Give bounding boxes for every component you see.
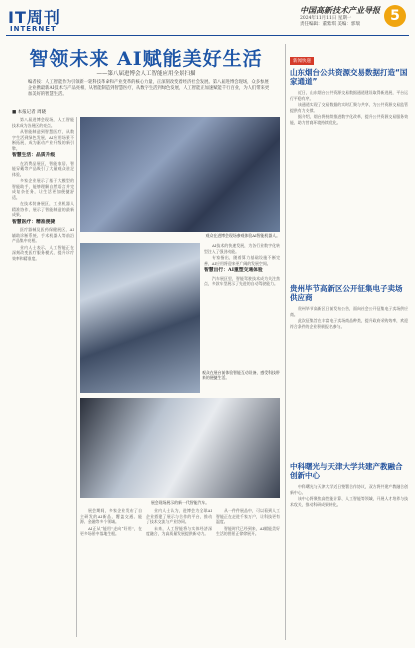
article-column-6: 从一件件展品中，可以看到人工智能正在走进千家万户，让科技更有温度。 智能时代已经到来，AI赋能美好生活的图景正徐徐展开。 bbox=[216, 508, 280, 536]
issue-date: 2024年11月11日 星期一 bbox=[300, 16, 352, 21]
sidebar-news-title-1: 山东烟台公共资源交易数据打造“国家通道” bbox=[290, 68, 408, 86]
photo-caption-1: 观众在进博会现场参观体验AI智能机器人。 bbox=[205, 233, 280, 238]
main-subheadline: ——第八届进博会人工智能应用全景扫描 bbox=[96, 71, 196, 77]
subhead-2: 智慧医疗：精准便捷 bbox=[12, 218, 56, 225]
sidebar-news-body-3: 中科曙光与天津大学近日签署合作协议，双方将共建产教融合创新中心。 该中心将聚焦高性能计算、人工智能等领域，开展人才培养与技术攻关，推动科研成果转化。 bbox=[290, 484, 408, 507]
date-line bbox=[300, 16, 380, 28]
article-column-5: 业内人士认为，进博会为全球AI企业搭建了展示与合作的平台，推动了技术交流与产业协同。 未来，人工智能将与实体经济深度融合，为高质量发展提供新动力。 bbox=[146, 508, 212, 536]
page-number: 5 bbox=[384, 5, 406, 27]
article-column-3: AI技术的快速发展，为各行业数字化转型注入了强劲动能。 专家指出，随着算力基础设施不断完善，AI应用将迎来更广阔的发展空间。 智慧出行：AI重塑交通体验 汽车展区里，智能驾驶技术成为关注焦点，多款车型展示了先进的自动驾驶能力。 bbox=[204, 243, 280, 286]
header-divider bbox=[6, 35, 409, 36]
expo-photo-3 bbox=[80, 398, 280, 498]
section-title: IT周刊 bbox=[8, 8, 61, 27]
subhead-3: 智慧出行：AI重塑交通体验 bbox=[204, 267, 263, 273]
article-column-4: 展会期间，多家企业发布了自主研发的AI新品，覆盖交通、能源、金融等多个领域。 AI正从“能用”走向“好用”，在更多场景中落地生根。 bbox=[80, 508, 142, 536]
sidebar-news-title-3: 中科曙光与天津大学共建产教融合创新中心 bbox=[290, 462, 403, 480]
editor-credit: 责任编辑：董紫琪 美编：郭瑞 bbox=[300, 22, 360, 27]
newspaper-name: 中国高新技术产业导报 bbox=[300, 5, 380, 15]
byline: ■ 本报记者 周晓 bbox=[12, 110, 47, 115]
main-headline: 智领未来 AI赋能美好生活 bbox=[29, 48, 263, 70]
subhead-1: 智慧生活：品质升级 bbox=[12, 152, 56, 158]
section-subtitle: INTERNET bbox=[10, 25, 57, 33]
photo-caption-3: 展会现场展示的新一代智能汽车。 bbox=[150, 500, 210, 505]
expo-photo-1 bbox=[80, 117, 280, 232]
sidebar-tag: 新闻快递 bbox=[290, 57, 314, 65]
sidebar-news-title-2: 贵州毕节高新区公开征集电子卖场供应商 bbox=[290, 284, 403, 302]
column-divider bbox=[76, 117, 77, 637]
sidebar-divider bbox=[285, 44, 286, 640]
photo-caption-2: 观众在展台前体验智能互动设备，感受科技带来的便捷生活。 bbox=[202, 370, 280, 380]
sidebar-news-body-1: 近日，山东烟台公共资源交易数据通道建设取得新进展，平台运行平稳有序。 该通道实现了交易数据的实时汇聚与共享，为公共资源交易监管提供有力支撑。 据介绍，烟台将持续推进数字化改革，提升公共资源交易服务效能，助力营商环境持续优化。 bbox=[290, 90, 408, 125]
article-column-1: 第八届进博会现场，人工智能技术成为各展区的亮点。 从智能制造到智慧医疗，从数字生活到绿色发展，AI应用场景不断拓展，成为驱动产业升级的新引擎。 智慧生活：品质升级 在消费品展区，智能家居、智能穿戴等产品吸引了大量观众驻足体验。 多家企业展示了基于大模型的智能助手，能够理解自然语言并完成复杂任务，让生活更加便捷舒适。 在技术装备展区，工业机器人精准协作，展示了智能制造的最新成果。 智慧医疗：精准便捷 医疗器械及医药保健展区，AI辅助诊断系统、手术机器人等前沿产品集中亮相。 业内人士表示，人工智能正在深刻改变医疗服务模式，提升诊疗效率和精准度。 bbox=[12, 117, 74, 261]
sidebar-news-body-2: 贵州毕节高新区日前发布公告，面向社会公开征集电子卖场供应商。 此次征集旨在丰富电子卖场商品种类，提升政府采购效率，欢迎符合条件的企业积极报名参与。 bbox=[290, 306, 408, 329]
expo-photo-2 bbox=[80, 243, 200, 393]
editor-note: 编者按：人工智能作为引领新一轮科技革命和产业变革的核心力量，正深刻改变着经济社会发展。第八届进博会现场，众多参展企业携最新AI技术与产品亮相，从智能制造到智慧医疗，从数字生活到绿色发展，人工智能正加速赋能千行百业，为人们带来更加美好的智慧生活。 bbox=[28, 80, 270, 97]
